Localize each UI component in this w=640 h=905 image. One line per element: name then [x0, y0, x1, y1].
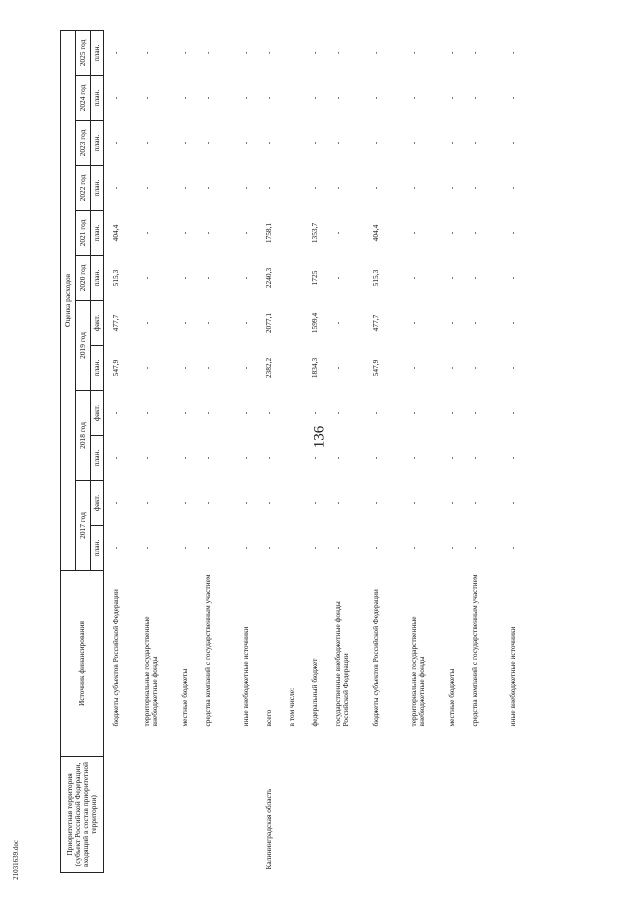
table-row: [142, 30, 180, 872]
territory-cell: Калининградская область: [263, 788, 273, 870]
value-cell: [287, 256, 310, 301]
value-cell: -: [507, 366, 517, 370]
table-row: [180, 30, 203, 872]
footer-doc-code: 21031639.doc: [12, 840, 20, 880]
value-cell: [287, 436, 310, 481]
value-cell: -: [309, 186, 319, 190]
value-cell: -: [469, 321, 479, 325]
value-cell: -: [141, 276, 151, 280]
value-cell: 477,7: [111, 314, 120, 332]
header-subcol: план.: [91, 166, 104, 211]
table-row: [447, 30, 470, 872]
value-cell: -: [141, 411, 151, 415]
value-cell: -: [202, 321, 212, 325]
value-cell: -: [240, 321, 250, 325]
value-cell: -: [240, 366, 250, 370]
value-cell: -: [240, 231, 250, 235]
value-cell: -: [469, 366, 479, 370]
territory-cell: [371, 757, 409, 873]
header-year: 2018 год: [76, 391, 91, 481]
value-cell: -: [408, 141, 418, 145]
source-cell: федеральный бюджет: [309, 658, 319, 727]
value-cell: -: [179, 186, 189, 190]
value-cell: -: [446, 501, 456, 505]
value-cell: [287, 166, 310, 211]
value-cell: -: [179, 96, 189, 100]
value-cell: 515,3: [111, 269, 120, 287]
header-year: 2023 год: [76, 121, 91, 166]
value-cell: 1725: [309, 270, 319, 286]
value-cell: -: [240, 141, 250, 145]
value-cell: -: [507, 186, 517, 190]
value-cell: -: [469, 276, 479, 280]
value-cell: -: [408, 96, 418, 100]
value-cell: -: [370, 51, 380, 55]
table-body: [104, 30, 531, 872]
value-cell: -: [263, 141, 273, 145]
value-cell: -: [111, 546, 120, 550]
value-cell: -: [332, 141, 342, 145]
value-cell: -: [179, 501, 189, 505]
value-cell: -: [370, 186, 380, 190]
table-row: [333, 30, 371, 872]
value-cell: -: [309, 141, 319, 145]
value-cell: -: [446, 96, 456, 100]
value-cell: -: [469, 501, 479, 505]
header-subcol: план.: [91, 30, 104, 75]
value-cell: -: [446, 411, 456, 415]
value-cell: -: [111, 51, 120, 55]
value-cell: -: [507, 276, 517, 280]
header-territory: Приоритетная территория (субъект Российской Федерации, входящий в состав приоритетной территории): [61, 757, 104, 873]
territory-cell: [287, 757, 310, 873]
value-cell: -: [263, 501, 273, 505]
value-cell: -: [202, 501, 212, 505]
value-cell: 2240,3: [263, 267, 273, 289]
value-cell: -: [408, 231, 418, 235]
table-row: [104, 30, 142, 872]
value-cell: -: [469, 546, 479, 550]
value-cell: -: [332, 186, 342, 190]
value-cell: -: [507, 51, 517, 55]
territory-cell: [409, 757, 447, 873]
value-cell: -: [263, 96, 273, 100]
header-subcol: план.: [91, 256, 104, 301]
value-cell: -: [141, 366, 151, 370]
value-cell: -: [408, 501, 418, 505]
value-cell: 404,4: [370, 224, 380, 242]
header-subcol: план.: [91, 76, 104, 121]
table-row: [371, 30, 409, 872]
territory-cell: [310, 757, 333, 873]
value-cell: [287, 30, 310, 75]
header-subcol: факт.: [91, 391, 104, 436]
value-cell: -: [179, 366, 189, 370]
source-cell: иные внебюджетные источники: [240, 626, 250, 727]
value-cell: [287, 76, 310, 121]
value-cell: -: [469, 51, 479, 55]
value-cell: -: [446, 141, 456, 145]
value-cell: -: [202, 96, 212, 100]
value-cell: -: [202, 456, 212, 460]
value-cell: -: [309, 456, 319, 460]
value-cell: -: [263, 546, 273, 550]
value-cell: -: [408, 51, 418, 55]
value-cell: -: [446, 366, 456, 370]
header-subcol: план.: [91, 211, 104, 256]
value-cell: -: [469, 96, 479, 100]
value-cell: -: [370, 96, 380, 100]
value-cell: -: [141, 51, 151, 55]
header-year: 2019 год: [76, 301, 91, 391]
value-cell: 2382,2: [263, 357, 273, 379]
value-cell: -: [263, 456, 273, 460]
header-year: 2024 год: [76, 76, 91, 121]
value-cell: -: [408, 321, 418, 325]
value-cell: -: [309, 501, 319, 505]
value-cell: -: [370, 141, 380, 145]
value-cell: 1834,3: [309, 357, 319, 379]
territory-cell: [333, 757, 371, 873]
value-cell: -: [469, 141, 479, 145]
value-cell: -: [507, 411, 517, 415]
value-cell: -: [408, 366, 418, 370]
value-cell: -: [309, 51, 319, 55]
value-cell: -: [309, 546, 319, 550]
source-cell: государственные внебюджетные фонды Российской Федерации: [332, 601, 350, 727]
territory-cell: [447, 757, 470, 873]
value-cell: -: [446, 321, 456, 325]
value-cell: -: [240, 546, 250, 550]
value-cell: -: [332, 321, 342, 325]
header-year: 2025 год: [76, 30, 91, 75]
value-cell: -: [263, 186, 273, 190]
value-cell: -: [111, 501, 120, 505]
value-cell: -: [469, 186, 479, 190]
value-cell: -: [332, 231, 342, 235]
value-cell: -: [179, 231, 189, 235]
value-cell: -: [507, 96, 517, 100]
value-cell: -: [507, 141, 517, 145]
value-cell: -: [507, 321, 517, 325]
value-cell: -: [111, 456, 120, 460]
value-cell: -: [263, 411, 273, 415]
value-cell: -: [332, 366, 342, 370]
value-cell: -: [507, 231, 517, 235]
value-cell: -: [446, 231, 456, 235]
territory-cell: [508, 757, 531, 873]
value-cell: -: [141, 321, 151, 325]
value-cell: [287, 121, 310, 166]
value-cell: -: [446, 276, 456, 280]
value-cell: -: [370, 546, 380, 550]
value-cell: -: [141, 231, 151, 235]
value-cell: -: [446, 546, 456, 550]
page-number: 136: [311, 425, 328, 449]
value-cell: -: [141, 141, 151, 145]
value-cell: -: [240, 51, 250, 55]
value-cell: -: [370, 501, 380, 505]
value-cell: -: [202, 411, 212, 415]
value-cell: -: [179, 141, 189, 145]
value-cell: -: [332, 501, 342, 505]
header-year: 2017 год: [76, 481, 91, 571]
value-cell: -: [141, 96, 151, 100]
value-cell: -: [309, 96, 319, 100]
value-cell: -: [240, 276, 250, 280]
source-cell: бюджеты субъектов Российской Федерации: [370, 589, 380, 727]
value-cell: -: [446, 456, 456, 460]
value-cell: 1599,4: [309, 312, 319, 334]
value-cell: -: [240, 411, 250, 415]
value-cell: -: [202, 276, 212, 280]
value-cell: -: [263, 51, 273, 55]
value-cell: -: [309, 411, 319, 415]
value-cell: [287, 211, 310, 256]
value-cell: -: [111, 141, 120, 145]
rotated-table-area: [60, 31, 640, 870]
value-cell: 1758,1: [263, 222, 273, 244]
value-cell: -: [111, 411, 120, 415]
value-cell: -: [446, 51, 456, 55]
table-header: [61, 30, 104, 872]
territory-cell: [142, 757, 180, 873]
value-cell: [287, 481, 310, 526]
value-cell: -: [202, 51, 212, 55]
header-subcol: план.: [91, 346, 104, 391]
header-subcol: факт.: [91, 481, 104, 526]
header-year: 2022 год: [76, 166, 91, 211]
header-subcol: план.: [91, 436, 104, 481]
value-cell: -: [240, 456, 250, 460]
value-cell: -: [179, 546, 189, 550]
table-row: [264, 30, 287, 872]
value-cell: -: [408, 411, 418, 415]
value-cell: -: [332, 546, 342, 550]
source-cell: местные бюджеты: [179, 668, 189, 727]
value-cell: -: [332, 96, 342, 100]
territory-cell: [104, 757, 142, 873]
value-cell: -: [408, 546, 418, 550]
value-cell: -: [469, 231, 479, 235]
value-cell: -: [469, 411, 479, 415]
value-cell: -: [179, 51, 189, 55]
value-cell: -: [202, 231, 212, 235]
value-cell: -: [141, 186, 151, 190]
value-cell: -: [469, 456, 479, 460]
header-year: 2020 год: [76, 256, 91, 301]
table-row: [310, 30, 333, 872]
value-cell: -: [202, 366, 212, 370]
value-cell: -: [240, 186, 250, 190]
value-cell: [287, 346, 310, 391]
value-cell: -: [332, 276, 342, 280]
value-cell: -: [202, 141, 212, 145]
value-cell: -: [332, 411, 342, 415]
territory-cell: [180, 757, 203, 873]
value-cell: -: [179, 276, 189, 280]
value-cell: -: [332, 456, 342, 460]
value-cell: 547,9: [370, 359, 380, 377]
value-cell: -: [446, 186, 456, 190]
source-cell: территориальные государственные внебюджетные фонды: [141, 616, 159, 727]
header-subcol: план.: [91, 121, 104, 166]
source-cell: средства компаний с государственным участием: [469, 574, 479, 727]
value-cell: -: [202, 186, 212, 190]
source-cell: всего: [263, 709, 273, 727]
value-cell: -: [179, 321, 189, 325]
value-cell: -: [507, 546, 517, 550]
source-cell: иные внебюджетные источники: [507, 626, 517, 727]
value-cell: -: [240, 501, 250, 505]
value-cell: -: [202, 546, 212, 550]
source-cell: местные бюджеты: [446, 668, 456, 727]
header-subcol: план.: [91, 526, 104, 571]
value-cell: -: [408, 456, 418, 460]
expenditure-table: [60, 30, 531, 873]
table-row: [508, 30, 531, 872]
source-cell: средства компаний с государственным участием: [202, 574, 212, 727]
territory-cell: [241, 757, 264, 873]
table-row: [470, 30, 508, 872]
value-cell: -: [141, 546, 151, 550]
territory-cell: [470, 757, 508, 873]
table-row: [409, 30, 447, 872]
value-cell: [287, 391, 310, 436]
value-cell: -: [141, 501, 151, 505]
value-cell: 1353,7: [309, 222, 319, 244]
value-cell: -: [370, 456, 380, 460]
value-cell: -: [111, 186, 120, 190]
value-cell: -: [332, 51, 342, 55]
value-cell: 515,3: [370, 269, 380, 287]
header-source: Источник финансирования: [61, 571, 104, 757]
value-cell: 477,7: [370, 314, 380, 332]
value-cell: 2077,1: [263, 312, 273, 334]
value-cell: [287, 526, 310, 571]
value-cell: 547,9: [111, 359, 120, 377]
table-row: [287, 30, 310, 872]
header-year: 2021 год: [76, 211, 91, 256]
value-cell: -: [408, 186, 418, 190]
header-estimate: Оценка расходов: [61, 30, 76, 570]
header-subcol: факт.: [91, 301, 104, 346]
territory-cell: [203, 757, 241, 873]
table-row: [241, 30, 264, 872]
value-cell: -: [240, 96, 250, 100]
value-cell: -: [179, 411, 189, 415]
value-cell: -: [507, 501, 517, 505]
value-cell: -: [141, 456, 151, 460]
value-cell: -: [370, 411, 380, 415]
value-cell: -: [179, 456, 189, 460]
source-cell: территориальные государственные внебюджетные фонды: [408, 616, 426, 727]
value-cell: -: [111, 96, 120, 100]
table-row: [203, 30, 241, 872]
value-cell: 404,4: [111, 224, 120, 242]
value-cell: [287, 301, 310, 346]
source-cell: в том числе:: [286, 687, 296, 727]
source-cell: бюджеты субъектов Российской Федерации: [111, 589, 120, 727]
value-cell: -: [408, 276, 418, 280]
value-cell: -: [507, 456, 517, 460]
